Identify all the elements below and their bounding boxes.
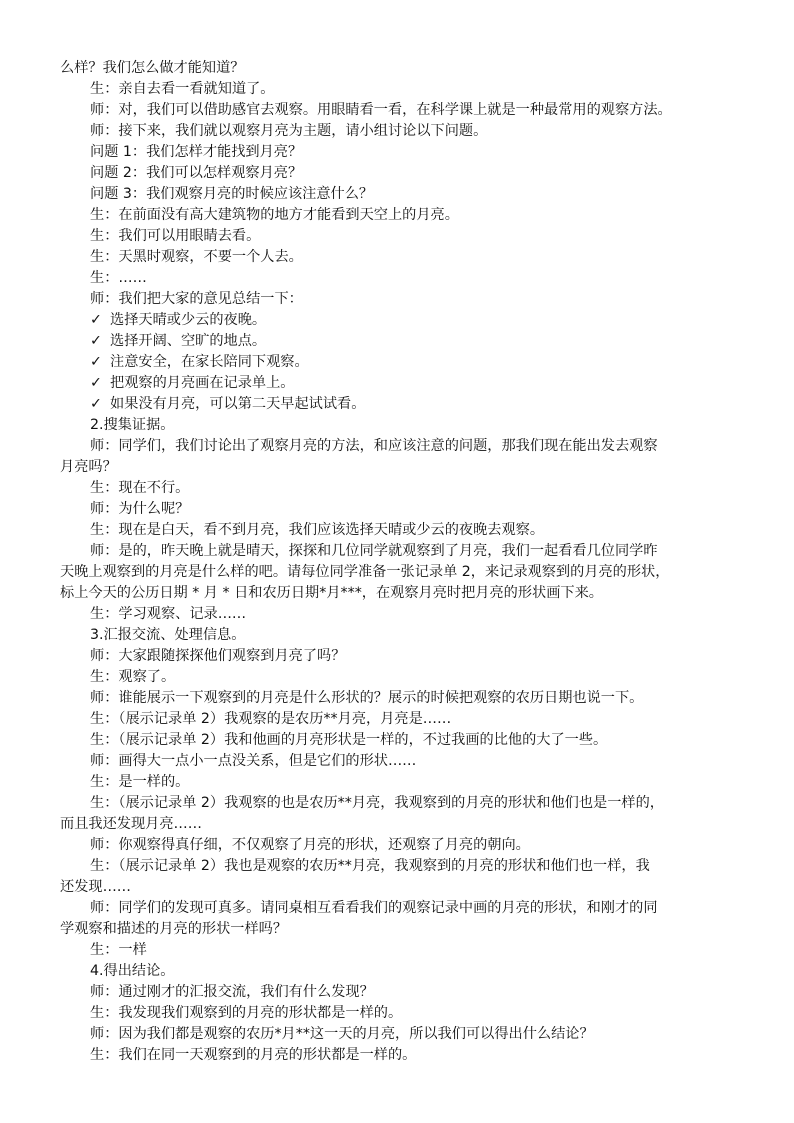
paragraph-line: 师：对，我们可以借助感官去观察。用眼睛看一看，在科学课上就是一种最常用的观察方法。 <box>90 102 672 118</box>
checklist-item-text: 注意安全，在家长陪同下观察。 <box>110 354 309 370</box>
paragraph-line: 师：我们把大家的意见总结一下： <box>90 291 303 307</box>
paragraph-line: 生：现在是白天，看不到月亮，我们应该选择天晴或少云的夜晚去观察。 <box>90 522 545 538</box>
checklist-item-text: 选择开阔、空旷的地点。 <box>110 333 267 349</box>
paragraph-line: 生：（展示记录单 2）我观察的也是农历**月亮，我观察到的月亮的形状和他们也是一样的， <box>90 795 664 811</box>
paragraph-continuation: 而且我还发现月亮…… <box>60 816 202 832</box>
paragraph-line: 问题 1：我们怎样才能找到月亮？ <box>90 144 303 160</box>
paragraph-line: 师：大家跟随探探他们观察到月亮了吗？ <box>90 648 346 664</box>
paragraph-line: 生：（展示记录单 2）我也是观察的农历**月亮，我观察到的月亮的形状和他们也一样，我 <box>90 858 650 874</box>
checklist-item <box>60 331 740 352</box>
checklist-item-text: 选择天晴或少云的夜晚。 <box>110 312 267 328</box>
paragraph-line: 师：通过刚才的汇报交流，我们有什么发现？ <box>90 984 374 1000</box>
checklist-item-text: 把观察的月亮画在记录单上。 <box>110 375 295 391</box>
paragraph-line: 生：是一样的。 <box>90 774 190 790</box>
checkmark-icon: ✓ <box>90 375 102 391</box>
paragraph-line: 师：同学们的发现可真多。请同桌相互看看我们的观察记录中画的月亮的形状，和刚才的同 <box>90 900 658 916</box>
checkmark-icon: ✓ <box>90 312 102 328</box>
paragraph-continuation: 天晚上观察到的月亮是什么样的吧。请每位同学准备一张记录单 2，来记录观察到的月亮的形状， <box>60 564 670 580</box>
paragraph-line: 4.得出结论。 <box>90 963 175 979</box>
paragraph-line: 师：接下来，我们就以观察月亮为主题，请小组讨论以下问题。 <box>90 123 488 139</box>
paragraph-line: 问题 2：我们可以怎样观察月亮？ <box>90 165 303 181</box>
checklist-item <box>60 352 740 373</box>
paragraph-line: 生：一样 <box>90 942 147 958</box>
paragraph-line: 生：…… <box>90 270 147 286</box>
paragraph-continuation: 月亮吗？ <box>60 459 117 475</box>
checklist-item-text: 如果没有月亮，可以第二天早起试试看。 <box>110 396 366 412</box>
paragraph-line: 2.搜集证据。 <box>90 417 175 433</box>
checklist-item <box>60 310 740 331</box>
paragraph-line: 师：为什么呢？ <box>90 501 190 517</box>
paragraph-line: 生：我们可以用眼睛去看。 <box>90 228 261 244</box>
paragraph-line: 生：学习观察、记录…… <box>90 606 247 622</box>
checklist-item <box>60 394 740 415</box>
document-page <box>60 58 740 1066</box>
paragraph-line: 生：现在不行。 <box>90 480 190 496</box>
paragraph-line: 师：同学们，我们讨论出了观察月亮的方法，和应该注意的问题，那我们现在能出发去观察 <box>90 438 658 454</box>
paragraph-line: 生：我们在同一天观察到的月亮的形状都是一样的。 <box>90 1047 417 1063</box>
paragraph-line: 生：（展示记录单 2）我观察的是农历**月亮，月亮是…… <box>90 711 452 727</box>
paragraph-line: 生：亲自去看一看就知道了。 <box>90 81 275 97</box>
checkmark-icon: ✓ <box>90 396 102 412</box>
paragraph-continuation: 标上今天的公历日期 * 月 * 日和农历日期*月***，在观察月亮时把月亮的形状画下来。 <box>60 585 603 601</box>
paragraph-continuation: 还发现…… <box>60 879 131 895</box>
checklist-item <box>60 373 740 394</box>
paragraph-continuation: 学观察和描述的月亮的形状一样吗？ <box>60 921 288 937</box>
checkmark-icon: ✓ <box>90 333 102 349</box>
paragraph-continuation: 么样？我们怎么做才能知道？ <box>60 60 245 76</box>
paragraph-line: 生：天黑时观察，不要一个人去。 <box>90 249 303 265</box>
checkmark-icon: ✓ <box>90 354 102 370</box>
paragraph-line: 3.汇报交流、处理信息。 <box>90 627 246 643</box>
paragraph-line: 师：是的，昨天晚上就是晴天，探探和几位同学就观察到了月亮，我们一起看看几位同学昨 <box>90 543 658 559</box>
paragraph-line: 师：画得大一点小一点没关系，但是它们的形状…… <box>90 753 417 769</box>
paragraph-line: 生：观察了。 <box>90 669 176 685</box>
paragraph-line: 师：因为我们都是观察的农历*月**这一天的月亮，所以我们可以得出什么结论？ <box>90 1026 594 1042</box>
paragraph-line: 问题 3：我们观察月亮的时候应该注意什么？ <box>90 186 374 202</box>
paragraph-line: 生：在前面没有高大建筑物的地方才能看到天空上的月亮。 <box>90 207 459 223</box>
paragraph-line: 生：（展示记录单 2）我和他画的月亮形状是一样的，不过我画的比他的大了一些。 <box>90 732 608 748</box>
paragraph-line: 生：我发现我们观察到的月亮的形状都是一样的。 <box>90 1005 403 1021</box>
paragraph-line: 师：你观察得真仔细，不仅观察了月亮的形状，还观察了月亮的朝向。 <box>90 837 530 853</box>
paragraph-line: 师：谁能展示一下观察到的月亮是什么形状的？展示的时候把观察的农历日期也说一下。 <box>90 690 644 706</box>
